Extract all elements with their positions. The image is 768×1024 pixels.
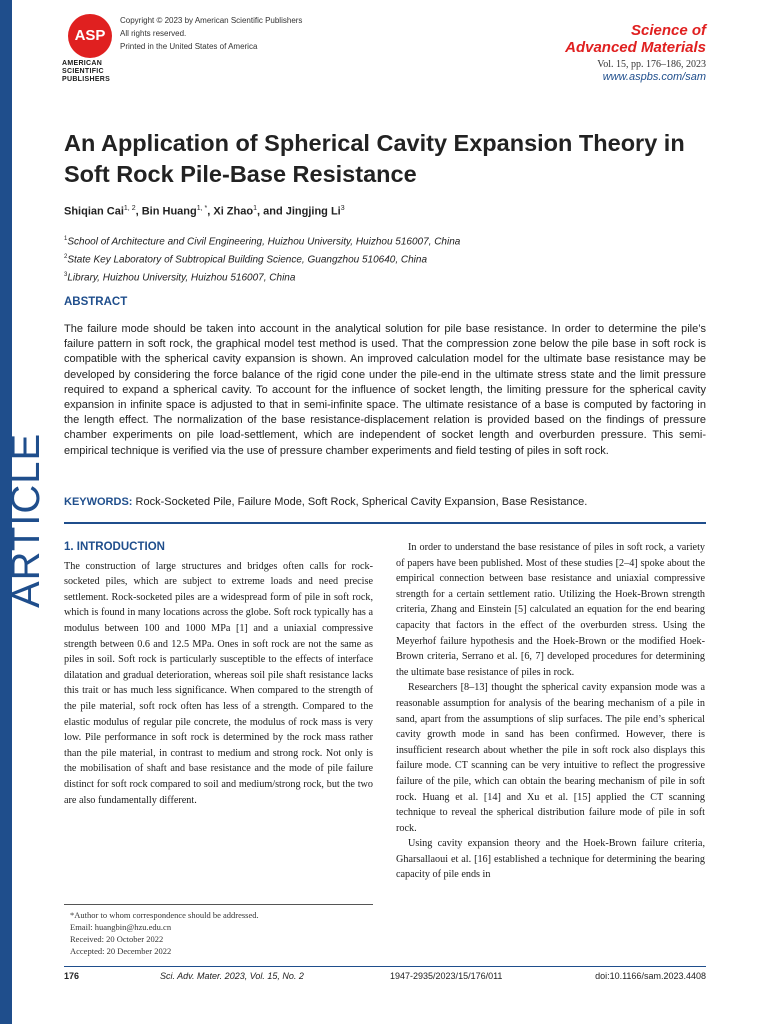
corresponding-note: *Author to whom correspondence should be addressed. [70,910,259,920]
accepted-date: Accepted: 20 December 2022 [70,946,172,956]
paragraph: The construction of large structures and bridges often calls for rock-socketed piles, which are subject to extreme loads and need precise settlement. Rock-socketed piles are a widespread form of pile in soft rock, which is found in many locations across the globe. Soft rock typically has a modulus between 100 and 1000 MPa [1] and a uniaxial compressive strength between 0.6 and 12.5 MPa. Ones in soft rock are not the same as piles in soil. Soft rock is particularly susceptible to the effects of interface dilatation and gradual deterioration, whereas soil pile shaft resistance lacks this trait or has much less significance. When compared to the strength of the pile material, soft rock often has less of a strength. Compared to the elastic modulus of regular pile concrete, the modulus of rock mass is very low. Pile performance in soft rock is determined by the rock mass rather than the pile material, in contrast to medium and strong rock. Not only is the mobilisation of shaft and base resistance and the mode of pile failure distinct for soft rock compared to soil and medium/strong rock, but the two are also fundamentally different. [64,560,373,806]
section-heading: 1. INTRODUCTION [64,541,165,553]
article-label: ARTICLE [4,432,48,608]
paragraph: Researchers [8–13] thought the spherical cavity expansion mode was a reasonable assumption for analysis of the bearing mechanism of a pile in sand, apart from the assumptions of slip surfaces. The pile end’s spherical cavity growth mode in sand has been confirmed. However, there is insufficient research about whether the pile in soft rock also displays this failure mode. CT scanning can be very intuitive to reflect the progressive failure of the pile, which can obtain the bearing mechanism of pile in soft rock. Huang et al. [14] and Xu et al. [15] applied the CT scanning technique to reveal the spherical distribution failure mode of pile in soft rock. [396,682,705,834]
left-column [64,540,373,808]
email-link[interactable]: Email: huangbin@hzu.edu.cn [70,922,172,932]
article-title: An Application of Spherical Cavity Expansion Theory in Soft Rock Pile-Base Resistance [64,130,685,187]
keywords-label: KEYWORDS: [64,496,133,508]
divider-bottom [64,966,706,967]
journal-url-link[interactable]: www.aspbs.com/sam [602,71,706,83]
footer-journal: Sci. Adv. Mater. 2023, Vol. 15, No. 2 [160,971,304,981]
journal-name-line-2: Advanced Materials [565,39,706,56]
keywords-text: Rock-Socketed Pile, Failure Mode, Soft Rock, Spherical Cavity Expansion, Base Resistance. [135,496,588,508]
journal-name-line-1: Science of [630,22,706,39]
affiliation-item: $^2$State Key Laboratory of Subtropical Building Science, Guangzhou 510640, China [64,253,428,266]
abstract-text: The failure mode should be taken into account in the analytical solution for pile base resistance. In order to determine the pile’s failure pattern in soft rock, the graphical model test method is used. That the compression zone below the pile base in soft rock is compatible with the spherical cavity expansion is shown. An improved calculation model for the ultimate base resistance may be developed by considering the force balance of the rigid cone under the pile-end in the ultimate stress state and the limit pressure required to expand a spherical cavity. To account for the influence of socket length, the limiting pressure for the spherical cavity expansion in infinite space is adjusted to that in semi-infinite space. The ultimate resistance of a base is computed by factoring in the length effect. The normalization of the base resistance-displacement relation is provided based on the findings of pressure chamber experiments on pile load-settlement, which are independent of socket length and overburden pressure. This semi-empirical technique is verified via the use of pressure chamber experiments and field testing of piles in soft rock. [64,323,706,457]
author-name[interactable]: Jingjing Li [285,205,341,218]
abstract-heading: ABSTRACT [64,296,128,308]
publisher-logo [62,14,118,90]
footnote [64,904,373,957]
logo-caption: AMERICAN SCIENTIFIC PUBLISHERS [62,60,111,83]
footer-issn: 1947-2935/2023/15/176/011 [390,971,503,981]
sidebar [0,0,48,1024]
author-list: Shiqian Cai$^{1, 2}$, Bin Huang$^{1, *}$, Xi Zhao$^1$, and Jingjing Li$^3$ [64,205,345,218]
affiliation-item: $^1$School of Architecture and Civil Engineering, Huizhou University, Huizhou 516007, China [64,236,461,248]
page-number: 176 [64,971,80,981]
author-name[interactable]: Bin Huang [141,205,197,218]
paragraph: Using cavity expansion theory and the Hoek-Brown failure criteria, Gharsallaoui et al. [16] established a technique for determining the bearing capacity of pile ends in [396,838,705,881]
affiliations [64,232,460,285]
author-name[interactable]: Shiqian Cai [64,205,124,218]
journal-info [565,22,706,84]
keywords [64,496,706,508]
received-date: Received: 20 October 2022 [70,934,164,944]
right-column [396,540,705,883]
affiliation-item: $^3$Library, Huizhou University, Huizhou 516007, China [64,271,296,283]
divider-top [64,522,706,524]
copyright-block: Copyright © 2023 by American Scientific Publishers All rights reserved. Printed in the United States of America [120,16,303,51]
asp-logo-icon: ASP [68,14,112,58]
page-footer [64,971,706,985]
author-name[interactable]: Xi Zhao [213,205,254,218]
footer-doi-link[interactable]: doi:10.1166/sam.2023.4408 [595,971,706,981]
journal-volume: Vol. 15, pp. 176–186, 2023 [597,59,706,70]
paragraph: In order to understand the base resistance of piles in soft rock, a variety of papers have been published. Most of these studies [2–4] spoke about the empirical connection between base resistance and uniaxial compressive strength for a certain settlement ratio. Utilizing the Hoek-Brown strength criteria, Zhang and Einstein [5] calculated an equation for the end bearing capacity that factors in the effect of the overburden stress. Using the Meyerhof failure hypothesis and the Hoek-Brown or the modified Hoek-Brown criteria, Serrano et al. [6, 7] developed procedures for determining the ultimate base resistance of piles in rock. [396,542,705,678]
